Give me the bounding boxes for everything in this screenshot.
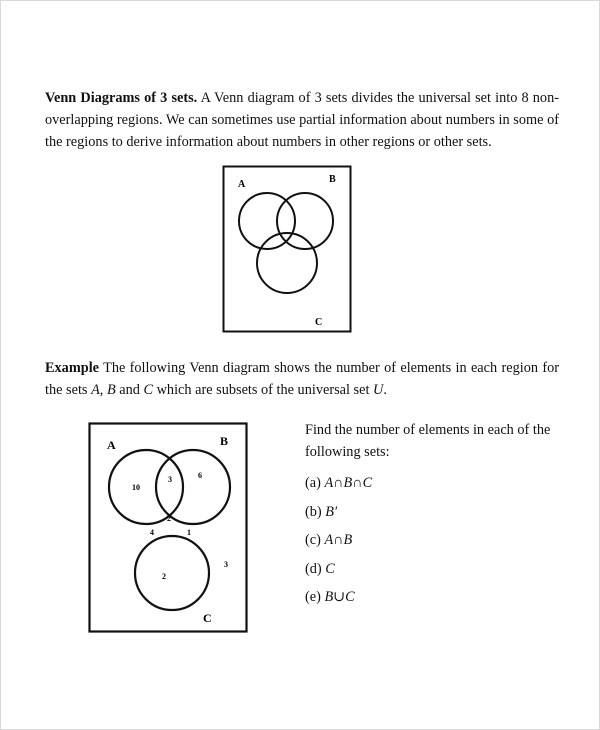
example-text-1: The following Venn diagram shows the number of elements in each region for the sets — [45, 360, 559, 398]
question-expression: A∩B — [324, 532, 353, 548]
label-a: A — [107, 438, 116, 452]
region-outside: 3 — [224, 560, 228, 569]
question-item — [305, 498, 559, 527]
region-a-b-c: 2 — [167, 514, 171, 523]
region-a-c-only: 4 — [150, 528, 154, 537]
circle-c — [135, 536, 209, 610]
questions-panel — [305, 419, 559, 612]
region-a-b-only: 3 — [168, 475, 172, 484]
question-item — [305, 469, 559, 498]
region-b-only: 6 — [198, 471, 202, 480]
set-b-symbol: B — [106, 382, 116, 398]
question-item — [305, 583, 559, 612]
universal-set-box — [224, 167, 351, 332]
circle-b — [156, 450, 230, 524]
region-b-c-only: 1 — [187, 528, 191, 537]
label-a: A — [238, 179, 246, 190]
circle-a — [109, 450, 183, 524]
intro-text: A Venn diagram of 3 sets divides the universal set into 8 non-overlapping regions. We can sometimes use partial information about numbers in some of the regions to derive information about numbers in other regions or other sets. — [45, 90, 559, 150]
set-a-symbol: A — [91, 382, 100, 398]
question-label: (d) — [305, 560, 326, 577]
question-expression: B′ — [325, 503, 338, 520]
venn-diagram-counts — [88, 422, 248, 633]
example-label: Example — [45, 360, 100, 376]
set-u-symbol: U — [373, 382, 384, 398]
universal-set-box — [90, 424, 247, 632]
question-label: (e) — [305, 589, 325, 605]
label-b: B — [329, 174, 336, 185]
question-label: (c) — [305, 532, 325, 548]
label-c: C — [203, 611, 212, 625]
question-expression: A∩B∩C — [324, 475, 373, 491]
label-c: C — [315, 317, 323, 328]
question-expression: B∪C — [324, 589, 355, 605]
section-heading: Venn Diagrams of 3 sets. — [45, 90, 198, 106]
label-b: B — [220, 434, 229, 448]
example-comma: , — [99, 382, 107, 398]
intro-paragraph — [45, 87, 559, 153]
example-text-2: and — [115, 382, 144, 398]
question-expression: C — [325, 560, 335, 577]
region-a-only: 10 — [132, 483, 140, 492]
region-c-only: 2 — [162, 572, 166, 581]
question-label: (b) — [305, 503, 326, 520]
question-label: (a) — [305, 475, 325, 491]
example-text-4: . — [383, 382, 387, 398]
questions-list — [305, 469, 559, 612]
question-item — [305, 526, 559, 555]
venn-diagram-plain — [222, 165, 352, 333]
example-paragraph — [45, 357, 559, 401]
set-c-symbol: C — [143, 382, 154, 398]
question-item — [305, 555, 559, 584]
circle-b — [277, 193, 333, 249]
example-text-3: which are subsets of the universal set — [153, 382, 373, 398]
questions-prompt: Find the number of elements in each of the following sets: — [305, 422, 551, 460]
